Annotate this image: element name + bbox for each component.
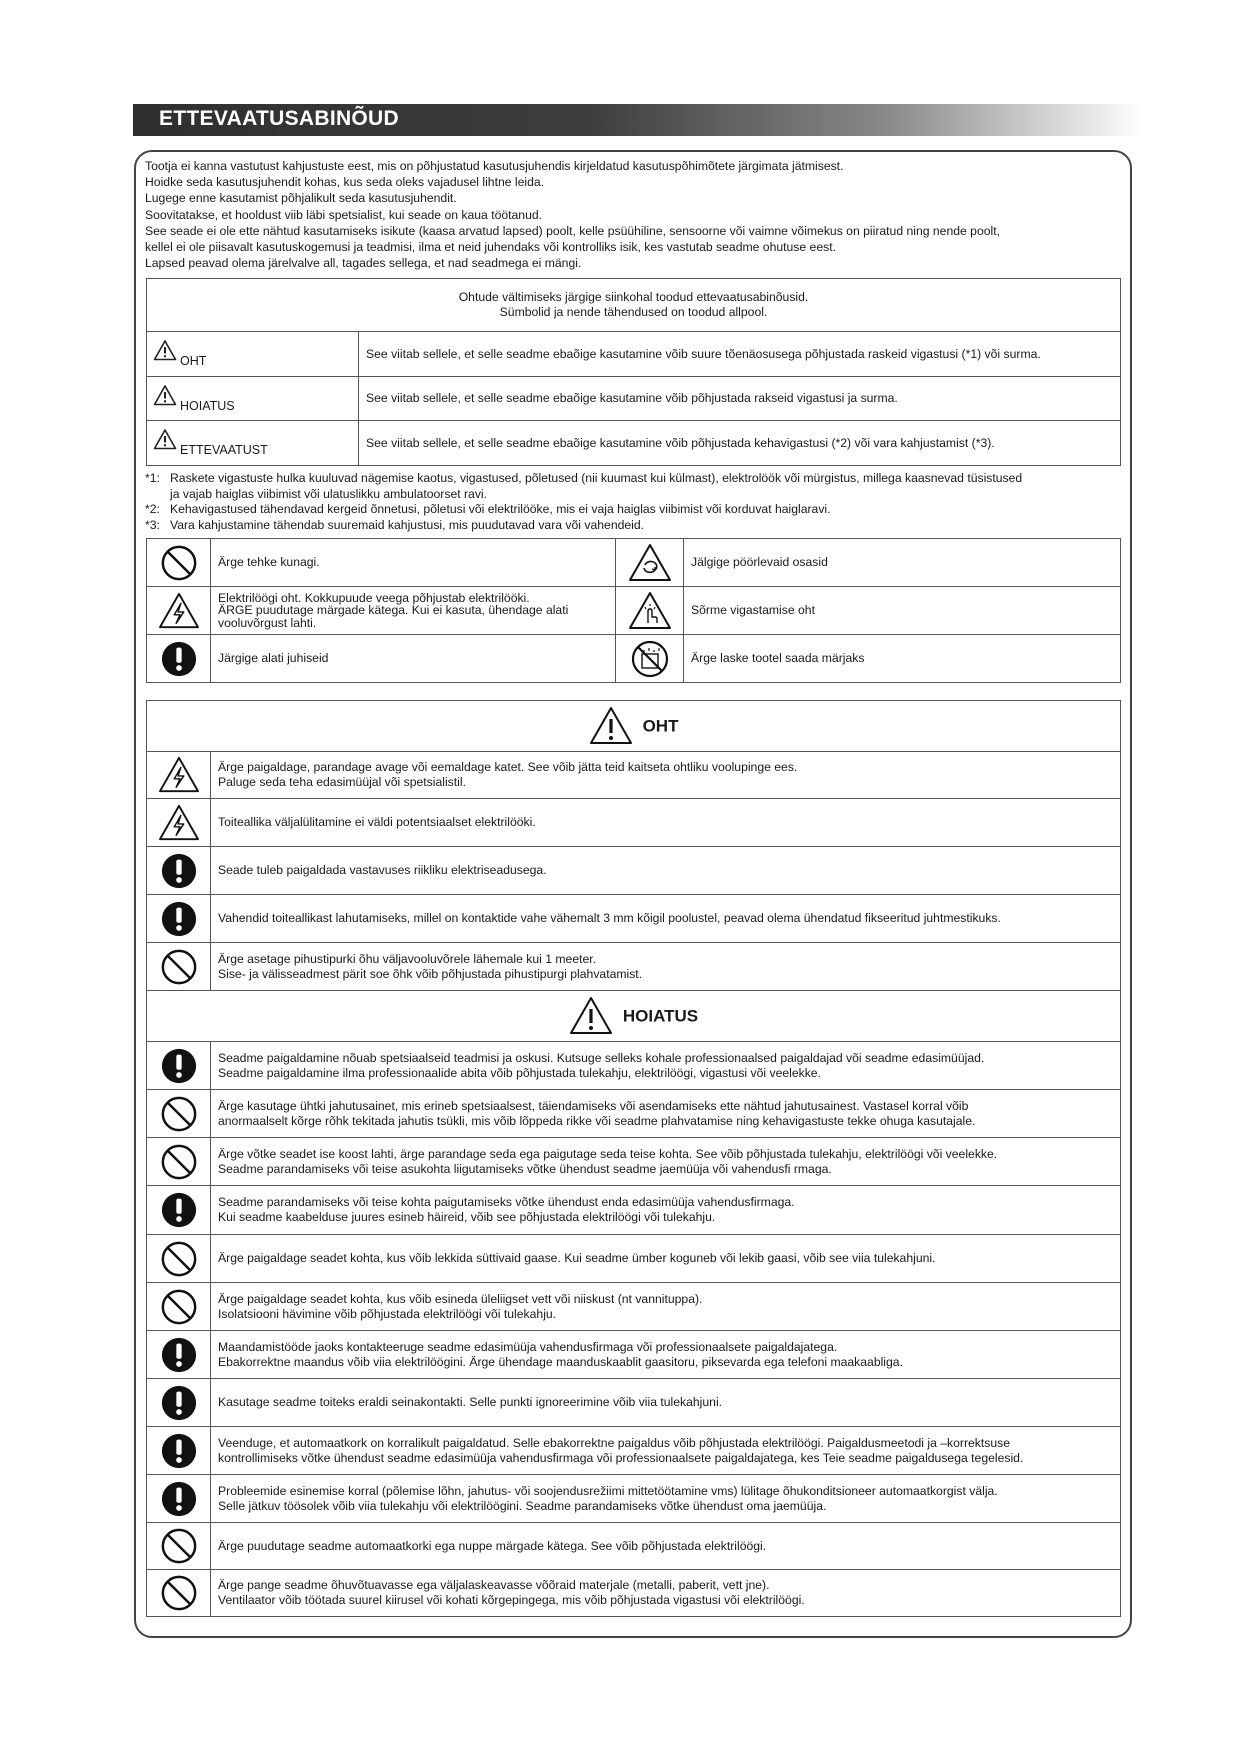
legend-text: Ärge tehke kunagi. [211,539,616,587]
warning-section-title: HOIATUS [147,991,1121,1042]
intro-line: Soovitatakse, et hooldust viib läbi spetsialist, kui seade on kaua töötanud. [145,207,543,222]
electric-shock-icon [147,587,211,635]
prohibition-icon [147,1570,211,1617]
prohibition-icon [147,943,211,991]
warning-triangle-icon [153,339,177,361]
legend-text: Järgige alati juhiseid [211,635,616,683]
symbol-label-oht: OHT [147,332,359,377]
legend-text: Sõrme vigastamise oht [684,587,1121,635]
warning-row-text: Seadme parandamiseks või teise kohta paigutamiseks võtke ühendust enda edasimüüja vahendusfirmaga. Kui seadme kaabelduse juures esineb häireid, võib see põhjustada elektrilöögi või tulekahju. [211,1186,1121,1235]
intro-line: kellel ei ole piisavalt kasutuskogemusi ja teadmisi, ilma et neid juhendaks või kontrolliks isik, kes vastutab seadme ohutuse eest. [145,240,836,255]
rotating-parts-icon [616,539,684,587]
warning-row-text: Ärge pange seadme õhuvõtuavasse ega väljalaskeavasse võõraid materjale (metalli, paberit, vett jne). Ventilaator võib töötada suurel kiirusel või kohati kõrgepingega, mis võib põhjustada vigastusi või elektrilöögi. [211,1570,1121,1617]
prohibition-icon [147,1235,211,1283]
warning-row-text: Seadme paigaldamine nõuab spetsiaalseid teadmisi ja oskusi. Kutsuge selleks kohale professionaalsed paigaldajad või seadme edasimüüjad. Seadme paigaldamine ilma professionaalide abita võib põhjustada tulekahju, elektrilöögi, vigastusi või veelekke. [211,1042,1121,1090]
intro-line: Hoidke seda kasutusjuhendit kohas, kus seda oleks vajadusel lihtne leida. [145,175,545,190]
legend-text: Jälgige pöörlevaid osasid [684,539,1121,587]
intro-line: See seade ei ole ette nähtud kasutamiseks isikute (kaasa arvatud lapsed) poolt, kelle psüühiline, sensoorne või vaimne võimekus on piiratud ning nende poolt, [145,223,1000,238]
mandatory-icon [147,1427,211,1475]
mandatory-icon [147,635,211,683]
header-title: ETTEVAATUSABINÕUD [159,107,399,130]
symbols-table [146,278,1121,466]
symbol-desc: See viitab sellele, et selle seadme ebaõige kasutamine võib põhjustada kehavigastusi (*2) või vara kahjustamist (*3). [359,421,1121,466]
mandatory-icon [147,1042,211,1090]
warning-row-text: Kasutage seadme toiteks eraldi seinakontakti. Selle punkti ignoreerimine võib viia tulekahjuni. [211,1379,1121,1427]
icon-legend-table [146,538,1121,683]
danger-row-text: Toiteallika väljalülitamine ei väldi potentsiaalset elektrilööki. [211,799,1121,847]
prohibition-icon [147,1283,211,1331]
danger-warning-table [146,700,1121,1617]
symbol-desc: See viitab sellele, et selle seadme ebaõige kasutamine võib suure tõenäosusega põhjustada raskeid vigastusi (*1) või surma. [359,332,1121,377]
prohibition-icon [147,1138,211,1186]
footnote: *3: Vara kahjustamine tähendab suuremaid kahjustusi, mis puudutavad vara või vahendeid. [145,517,645,532]
warning-triangle-icon [589,706,633,746]
danger-row-text: Vahendid toiteallikast lahutamiseks, millel on kontaktide vahe vähemalt 3 mm kõigil poolustel, peavad olema ühendatud fikseeritud juhtmestikuks. [211,895,1121,943]
no-wet-icon [616,635,684,683]
mandatory-icon [147,1186,211,1235]
warning-row-text: Ärge kasutage ühtki jahutusainet, mis erineb spetsiaalsest, täiendamiseks või asendamiseks ette nähtud jahutusainest. Vastasel korral võib anormaalselt kõrge rõhk tekitada jahutis tsükli, mis võib lõppeda rikke või seadme plahvatamise ning kehavigastuste tekke ohuga kasutajale. [211,1090,1121,1138]
danger-section-title: OHT [147,701,1121,752]
warning-row-text: Ärge võtke seadet ise koost lahti, ärge parandage seda ega paigutage seda teise kohta. See võib põhjustada tulekahju, elektrilöögi või veelekke. Seadme parandamiseks või teise asukohta liigutamiseks võtke ühendust seadme jaemüüja või vahendusfi rmaga. [211,1138,1121,1186]
prohibition-icon [147,1090,211,1138]
section-header [133,104,1143,136]
mandatory-icon [147,847,211,895]
symbols-heading: Ohtude vältimiseks järgige siinkohal toodud ettevaatusabinõusid. Sümbolid ja nende tähendused on toodud allpool. [147,279,1121,332]
finger-injury-icon [616,587,684,635]
warning-row-text: Maandamistööde jaoks kontakteeruge seadme edasimüüja vahendusfirmaga või professionaalsete paigaldajatega. Ebakorrektne maandus võib viia elektrilöögini. Ärge ühendage maanduskaablit gaasitoru, piksevarda ega telefoni maakaabliga. [211,1331,1121,1379]
danger-row-text: Seade tuleb paigaldada vastavuses riikliku elektriseadusega. [211,847,1121,895]
symbol-label-hoiatus: HOIATUS [147,377,359,421]
warning-row-text: Probleemide esinemise korral (põlemise lõhn, jahutus- või soojendusrežiimi mittetöötamine vms) lülitage õhukonditsioneer automaatkorgist välja. Selle jätkuv töösolek võib viia tulekahju või elektrilöögini. Seadme parandamiseks võtke ühendust oma jaemüüja. [211,1475,1121,1523]
footnotes [145,471,1125,533]
footnote: *1: Raskete vigastuste hulka kuuluvad nägemise kaotus, vigastused, põletused (nii kuumast kui külmast), elektrolöök või mürgistus, millega kaasnevad tüsistused [145,471,1023,485]
intro-line: Tootja ei kanna vastutust kahjustuste eest, mis on põhjustatud kasutusjuhendis kirjeldatud kasutuspõhimõtete järgimata jätmisest. [145,159,844,173]
warning-row-text: Ärge paigaldage seadet kohta, kus võib esineda üleliigset vett või niiskust (nt vannituppa). Isolatsiooni hävimine võib põhjustada elektrilöögi või tulekahju. [211,1283,1121,1331]
prohibition-icon [147,539,211,587]
symbol-desc: See viitab sellele, et selle seadme ebaõige kasutamine võib põhjustada rakseid vigastusi ja surma. [359,377,1121,421]
danger-row-text: Ärge asetage pihustipurki õhu väljavooluvõrele lähemale kui 1 meeter. Sise- ja välisseadmest pärit soe õhk võib põhjustada pihustipurgi plahvatamist. [211,943,1121,991]
intro-line: Lapsed peavad olema järelvalve all, tagades sellega, et nad seadmega ei mängi. [145,256,582,271]
legend-text: Elektrilöögi oht. Kokkupuude veega põhjustab elektrilööki. ÄRGE puudutage märgade kätega. Kui ei kasuta, ühendage alati vooluvõrgust lahti. [211,587,616,635]
warning-row-text: Veenduge, et automaatkork on korralikult paigaldatud. Selle ebakorrektne paigaldus võib põhjustada elektrilöögi. Paigaldusmeetodi ja –korrektsuse kontrollimiseks võtke ühendust seadme edasimüüja vahendusfirmaga või professionaalsete paigaldajatega, kes Teie seadme paigaldusega tegelesid. [211,1427,1121,1475]
warning-row-text: Ärge puudutage seadme automaatkorki ega nuppe märgade kätega. See võib põhjustada elektrilöögi. [211,1523,1121,1570]
danger-row-text: Ärge paigaldage, parandage avage või eemaldage katet. See võib jätta teid kaitseta ohtliku voolupinge ees. Paluge seda teha edasimüüjal või spetsialistil. [211,752,1121,799]
intro-text [145,158,1120,271]
footnote: *2: Kehavigastused tähendavad kergeid õnnetusi, põletusi või elektrilööke, mis ei vaja haiglas viibimist või korduvat haiglaravi. [145,502,831,517]
mandatory-icon [147,895,211,943]
legend-text: Ärge laske tootel saada märjaks [684,635,1121,683]
electric-shock-icon [147,799,211,847]
prohibition-icon [147,1523,211,1570]
mandatory-icon [147,1331,211,1379]
warning-triangle-icon [569,996,613,1036]
warning-triangle-icon [153,428,177,450]
mandatory-icon [147,1379,211,1427]
footnote: ja vajab haiglas viibimist või ulatuslikku ambulatoorset ravi. [170,486,488,501]
intro-line: Lugege enne kasutamist põhjalikult seda kasutusjuhendit. [145,191,457,206]
warning-row-text: Ärge paigaldage seadet kohta, kus võib lekkida süttivaid gaase. Kui seadme ümber koguneb või lekib gaasi, võib see viia tulekahjuni. [211,1235,1121,1283]
mandatory-icon [147,1475,211,1523]
electric-shock-icon [147,752,211,799]
warning-triangle-icon [153,384,177,406]
symbol-label-ettevaatust: ETTEVAATUST [147,421,359,466]
